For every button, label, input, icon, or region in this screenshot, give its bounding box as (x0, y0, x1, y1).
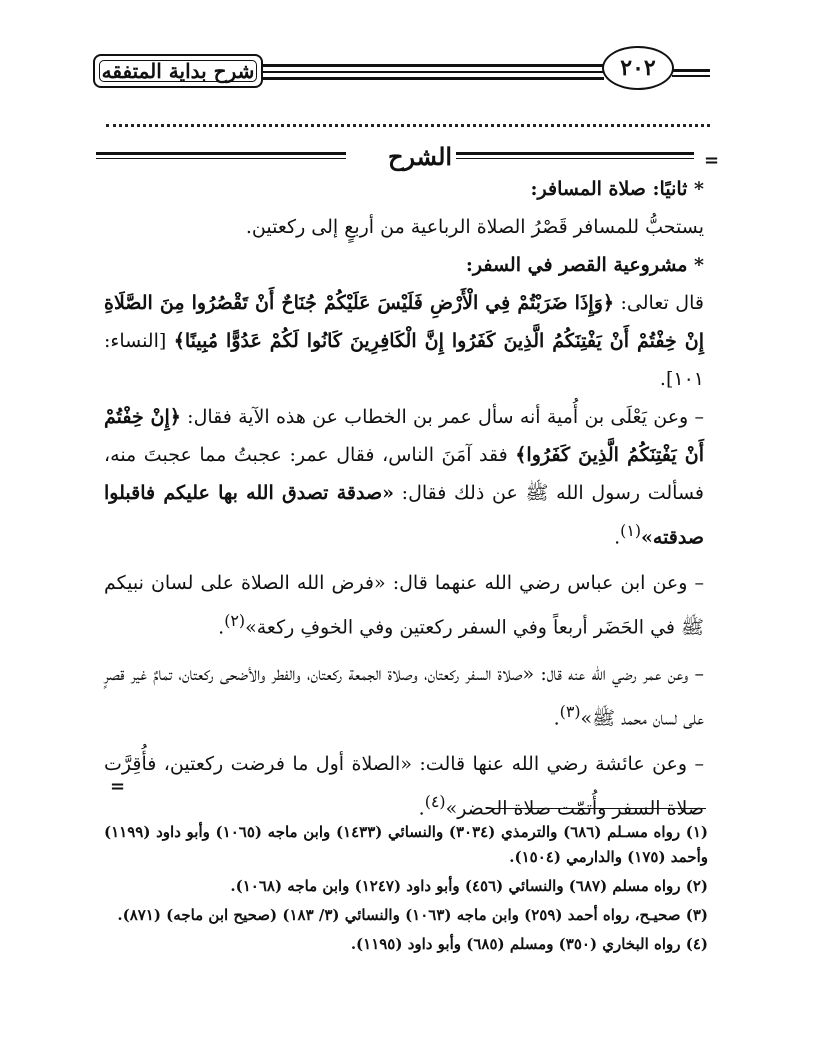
section-rule-right-thin (456, 158, 694, 159)
header-rule-top (262, 64, 604, 67)
dotted-divider (106, 114, 710, 127)
section-title: الشرح (387, 142, 453, 171)
book-title: شرح بداية المتفقه (101, 59, 255, 83)
footnote-separator (486, 808, 706, 809)
header-rule-right-2 (672, 75, 710, 77)
heading-travel-prayer: * ثانيًا: صلاة المسافر: (530, 178, 704, 200)
hadith-yala-intro: – وعن يَعْلَى بن أُمية أنه سأل عمر بن الخطاب عن هذه الآية فقال: (187, 406, 704, 428)
paragraph-5: – وعن عمر رضي الله عنه قال: «صلاة السفر ركعتان، وصلاة الجمعة ركعتان، والفطر والأضحى ركعتان، تمامٌ غير قصرٍ على لسان محمد ﷺ»$^{(٣)}$. (104, 662, 704, 729)
book-title-box (93, 54, 263, 88)
hadith-aisha: – وعن عائشة رضي الله عنها قالت: «الصلاة أول ما فرضت ركعتين، فأُقِرَّت صلاة السفر وأُتمّت صلاة الحضر» (104, 752, 704, 820)
paragraph-3: – وعن يَعْلَى بن أُمية أنه سأل عمر بن الخطاب عن هذه الآية فقال: ﴿إِنْ خِفْتُمْ أَنْ يَفْتِنَكُمُ الَّذِينَ كَفَرُوا﴾ فقد آمَنَ الناس، فقال عمر: عجبتُ مما عجبتَ منه، فسألت رسول الله ﷺ عن ذلك فقال: «صدقة تصدق الله بها عليكم فاقبلوا صدقته»$^{(١)}$. (104, 406, 704, 549)
header-rule-mid (262, 71, 604, 73)
page-number: ٢٠٢ (602, 46, 674, 90)
hadith-yala-text: فقد آمَنَ الناس، فقال عمر: عجبتُ مما عجبتَ منه، فسألت رسول الله ﷺ عن ذلك فقال: (104, 444, 704, 504)
footnote-ref-1[interactable]: (١) (620, 521, 642, 540)
paragraph-2 (104, 284, 704, 398)
section-rule-left-thin (96, 158, 346, 159)
hadith-umar: – وعن عمر رضي الله عنه قال: «صلاة السفر ركعتان، وصلاة الجمعة ركعتان، والفطر والأضحى ركعتان، تمامٌ غير قصرٍ على لسان محمد ﷺ» (104, 662, 704, 729)
footnote-ref-3[interactable]: (٣) (559, 701, 581, 721)
footnote-1: (١) رواه مسـلم (٦٨٦) والترمذي (٣٠٣٤) والنسائي (١٤٣٣) وابن ماجه (١٠٦٥) وأبو داود (١١٩٩) وأحمد (١٧٥) والدارمي (١٥٠٤). (104, 823, 709, 866)
header-rule-bottom (262, 77, 604, 80)
heading-shortening: * مشروعية القصر في السفر: (465, 254, 704, 276)
footnote-ref-4[interactable]: (٤) (424, 791, 446, 811)
hadith-quote: «صدقة تصدق الله بها عليكم فاقبلوا صدقته» (104, 482, 704, 549)
footnotes (104, 820, 708, 961)
footnote-3: (٣) صحيـح، رواه أحمد (٢٥٩) وابن ماجه (١٠٦٣) والنسائي (٣/ ١٨٣) (صحيح ابن ماجه) (٨٧١). (117, 906, 708, 924)
paragraph-6: – وعن عائشة رضي الله عنها قالت: «الصلاة أول ما فرضت ركعتين، فأُقِرَّت صلاة السفر وأُتمّت صلاة الحضر»$^{(٤)}$. (104, 752, 704, 820)
main-text (104, 170, 704, 827)
verse-reference: [النساء: ١٠١]. (104, 330, 704, 390)
verse-intro: قال تعالى: (620, 292, 704, 314)
quran-verse-2: ﴿إِنْ خِفْتُمْ أَنْ يَفْتِنَكُمُ الَّذِينَ كَفَرُوا﴾ (104, 406, 704, 466)
quran-verse: ﴿وَإِذَا ضَرَبْتُمْ فِي الْأَرْضِ فَلَيْسَ عَلَيْكُمْ جُنَاحٌ أَنْ تَقْصُرُوا مِنَ الصَّلَاةِ إِنْ خِفْتُمْ أَنْ يَفْتِنَكُمُ الَّذِينَ كَفَرُوا إِنَّ الْكَافِرِينَ كَانُوا لَكُمْ عَدُوًّا مُبِينًا﴾ (104, 292, 704, 352)
hadith-ibn-abbas: – وعن ابن عباس رضي الله عنهما قال: «فرض الله الصلاة على لسان نبيكم ﷺ في الحَضَر أربعاً وفي السفر ركعتين وفي الخوفِ ركعة» (104, 572, 704, 639)
end-mark: = (110, 776, 126, 797)
section-rule-right (456, 152, 694, 155)
header-rule-right (672, 69, 710, 72)
paragraph-4: – وعن ابن عباس رضي الله عنهما قال: «فرض الله الصلاة على لسان نبيكم ﷺ في الحَضَر أربعاً وفي السفر ركعتين وفي الخوفِ ركعة»$^{(٢)}$. (104, 572, 704, 639)
section-rule-left (96, 152, 346, 155)
paragraph-1: يستحبُّ للمسافر قَصْرُ الصلاة الرباعية من أربعٍ إلى ركعتين. (245, 216, 704, 238)
footnote-2: (٢) رواه مسلم (٦٨٧) والنسائي (٤٥٦) وأبو داود (١٢٤٧) وابن ماجه (١٠٦٨). (230, 877, 708, 895)
margin-mark-top: = (704, 150, 720, 171)
footnote-4: (٤) رواه البخاري (٣٥٠) ومسلم (٦٨٥) وأبو داود (١١٩٥). (350, 935, 708, 953)
footnote-ref-2[interactable]: (٢) (224, 611, 246, 631)
